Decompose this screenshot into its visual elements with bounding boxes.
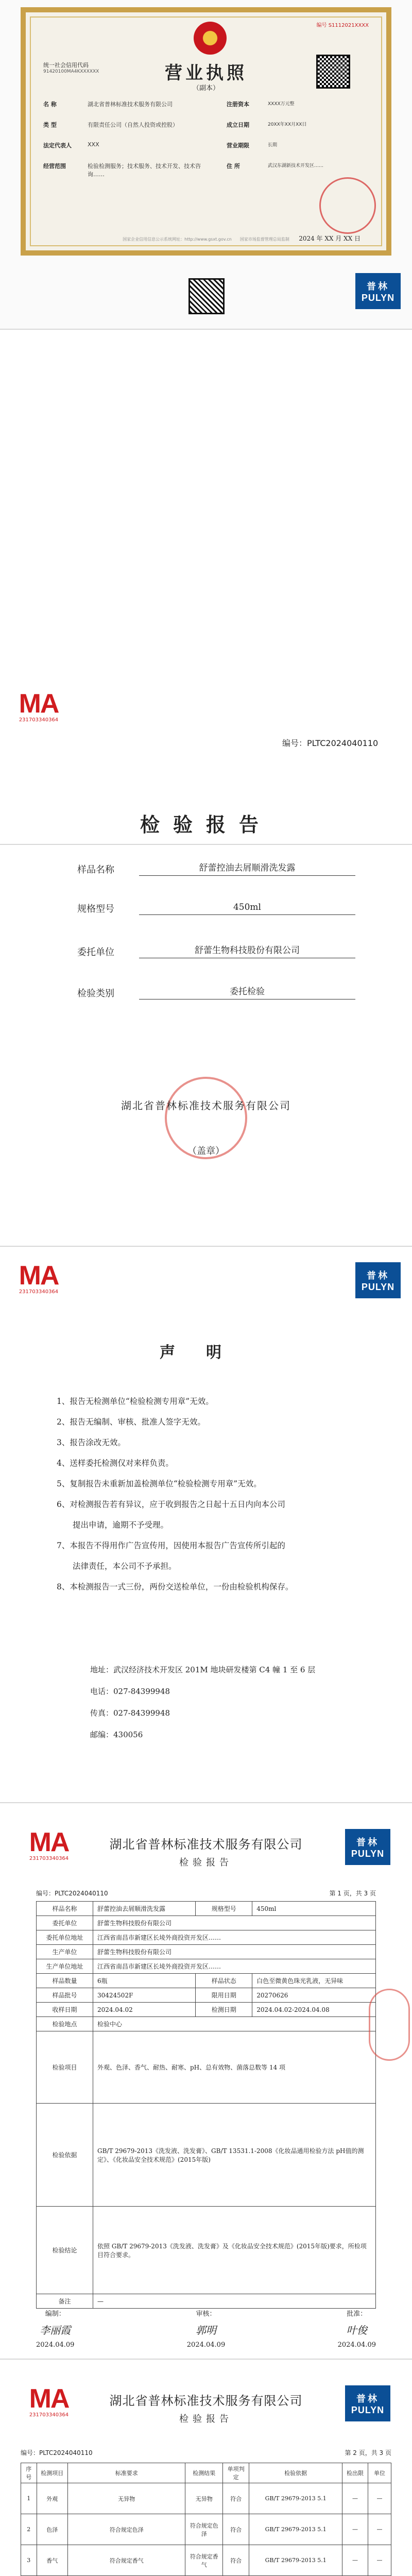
- license-serial: S1112021XXXX: [328, 23, 369, 28]
- table-row: 检验结论 依照 GB/T 29679-2013《洗发液、洗发膏》及《化妆品安全技术规范》(2015年版)要求，所检项目符合要求。: [37, 2207, 376, 2294]
- table-cell: 香气: [37, 2545, 68, 2576]
- table-cell: GB/T 29679-2013 5.1: [249, 2483, 342, 2514]
- table-cell: 符合规定色泽: [185, 2514, 223, 2545]
- list-item: 1、报告无检测单位“检验检测专用章”无效。: [57, 1397, 214, 1406]
- list-item: 3、报告涂改无效。: [57, 1438, 126, 1447]
- table-cell: 2: [21, 2514, 37, 2545]
- cma-logo: MA 231703340364: [19, 1261, 59, 1295]
- contact-postcode: 430056: [113, 1730, 143, 1739]
- report-meta: 编号：PLTC2024040110 第 1 页，共 3 页: [36, 1890, 376, 1897]
- table-cell: 符合规定色泽: [68, 2514, 185, 2545]
- table-cell: —: [342, 2514, 368, 2545]
- license-fields-left: 名 称 湖北省普林标准技术服务有限公司 类 型 有限责任公司（自然人投资或控股） 法定代表人 XXX 经营范围 检验检测服务；技术服务、技术开发、技术咨询……: [43, 101, 201, 178]
- declaration-title: 声明: [160, 1344, 252, 1362]
- cover-stamp-note: （盖章）: [187, 1146, 225, 1157]
- column-header: 单项判定: [223, 2463, 249, 2483]
- report-page-1: [0, 1803, 412, 2360]
- table-cell: —: [368, 2545, 391, 2576]
- table-row: 样品数量 6瓶 样品状态 白色至微黄色珠光乳液，无异味: [37, 1974, 376, 1988]
- list-item: 4、送样委托检测仅对来样负责。: [57, 1459, 174, 1468]
- contact-phone: 027-84399948: [113, 1687, 170, 1696]
- contact-fax: 027-84399948: [113, 1708, 170, 1718]
- cover-field-spec: 规格型号 450ml: [77, 902, 355, 915]
- cover-field-sample-name: 样品名称 舒蕾控油去屑顺滑洗发露: [77, 860, 355, 876]
- table-row: [21, 2545, 391, 2576]
- table-row: [21, 2514, 391, 2545]
- contact-block: 地址： 武汉经济技术开发区 201M 地块研发楼第 C4 幢 1 至 6 层 电话： 027-84399948 传真： 027-84399948 邮编： 430056: [77, 1659, 315, 1745]
- list-item: 7、本报告不得用作广告宣传用，因使用本报告广告宣传所引起的: [57, 1541, 285, 1550]
- license-fields-right: 注册资本 XXXX万元整 成立日期 20XX年XX月XX日 营业期限 长期 住 所 武汉东湖新技术开发区……: [227, 101, 324, 170]
- report-meta: 编号：PLTC2024040110 第 2 页，共 3 页: [21, 2449, 391, 2456]
- license-issue-date: 2024 年 XX 月 XX 日: [299, 235, 360, 242]
- table-row: 收样日期 2024.04.02 检测日期 2024.04.02-2024.04.08: [37, 2003, 376, 2017]
- registration-seal-icon: [319, 177, 376, 234]
- list-item: 法律责任，本公司不予承担。: [57, 1562, 177, 1571]
- license-title: 营业执照: [165, 63, 247, 83]
- cover-field-client: 委托单位 舒蕾生物科技股份有限公司: [77, 943, 355, 958]
- column-header: 标准要求: [68, 2463, 185, 2483]
- column-header: 检测项目: [37, 2463, 68, 2483]
- national-emblem-icon: [194, 22, 227, 55]
- table-cell: GB/T 29679-2013 5.1: [249, 2545, 342, 2576]
- list-item: 6、对检测报告若有异议，应于收到报告之日起十五日内向本公司: [57, 1500, 285, 1509]
- table-cell: 符合规定香气: [68, 2545, 185, 2576]
- paging-seal-icon: [369, 1989, 410, 2061]
- table-cell: 符合规定香气: [185, 2545, 223, 2576]
- table-header-row: [21, 2463, 391, 2483]
- column-header: 序号: [21, 2463, 37, 2483]
- table-row: 样品批号 30424502F 限用日期 20270626: [37, 1988, 376, 2003]
- signature-row: 编制： 李丽霞 2024.04.09 审核： 郭明 2024.04.09 批准： 叶俊 2024.04.09: [36, 2310, 376, 2349]
- list-item: 8、本检测报告一式三份，两份交送检单位，一份由检验机构保存。: [57, 1582, 294, 1591]
- cover-fields-page: [0, 845, 412, 1247]
- credit-code: 91420100MA4KXXXXXX: [43, 69, 99, 74]
- cma-logo: MA 231703340364: [29, 2384, 69, 2418]
- column-header: 检验依据: [249, 2463, 342, 2483]
- column-header: 检测结果: [185, 2463, 223, 2483]
- pulyn-logo: 普林 PULYN: [355, 273, 401, 309]
- table-cell: GB/T 29679-2013 5.1: [249, 2514, 342, 2545]
- cover-organization: 湖北省普林标准技术服务有限公司: [121, 1099, 291, 1112]
- cover-title: 检验报告: [140, 813, 272, 836]
- contact-address: 武汉经济技术开发区 201M 地块研发楼第 C4 幢 1 至 6 层: [113, 1665, 316, 1674]
- table-cell: 3: [21, 2545, 37, 2576]
- cma-logo: MA 231703340364: [19, 689, 59, 723]
- table-row: 生产单位地址 江西省南昌市新建区长堎外商投资开发区……: [37, 1959, 376, 1974]
- cover-report-number: 编号：PLTC2024040110: [282, 738, 379, 748]
- cma-logo: MA 231703340364: [29, 1827, 69, 1861]
- declaration-list: [57, 1391, 366, 1597]
- table-cell: 1: [21, 2483, 37, 2514]
- table-cell: —: [342, 2545, 368, 2576]
- pulyn-logo: 普林 PULYN: [355, 1262, 401, 1298]
- signature-reviewer: 郭明: [196, 2324, 216, 2336]
- pulyn-logo: 普林 PULYN: [345, 1829, 390, 1865]
- cover-field-category: 检验类别 委托检验: [77, 984, 355, 999]
- table-row: 生产单位 舒蕾生物科技股份有限公司: [37, 1945, 376, 1959]
- table-cell: —: [368, 2514, 391, 2545]
- table-row: 样品名称 舒蕾控油去屑顺滑洗发露 规格型号 450ml: [37, 1902, 376, 1916]
- table-cell: 无异物: [68, 2483, 185, 2514]
- column-header: 单位: [368, 2463, 391, 2483]
- report-page-2: [0, 2360, 412, 2576]
- pulyn-logo: 普林 PULYN: [345, 2385, 390, 2421]
- table-cell: 符合: [223, 2514, 249, 2545]
- table-row: 检验地点 检验中心: [37, 2017, 376, 2031]
- table-row: 委托单位地址 江西省南昌市新建区长堎外商投资开发区……: [37, 1930, 376, 1945]
- table-cell: 外观: [37, 2483, 68, 2514]
- table-row: 委托单位 舒蕾生物科技股份有限公司: [37, 1916, 376, 1930]
- license-frame: 编号 S1112021XXXX 统一社会信用代码 91420100MA4KXXXXXX 营业执照 （副本） 名 称 湖北省普林标准技术服务有限公司 类 型 有限责任公司（自然人投资或控股） 法定代表人 XXX 经营范围 检验检测服务；技术服务、技术开发、技术咨询…… 注册资本 XXXX万元整 成立日期 20XX年XX月XX日 营业期限 长期 住 所 武汉东湖新技术开发区…… 2024 年 XX 月 XX 日 国家企业信用信息公示系统网址：http://www.gsxt.gov.cn 国家市场监督管理总局监制: [21, 7, 391, 256]
- signature-approver: 叶俊: [346, 2324, 367, 2336]
- license-qr-code-icon: [316, 55, 350, 89]
- business-license-page: [0, 0, 412, 330]
- results-table: [21, 2463, 391, 2576]
- column-header: 检出限: [342, 2463, 368, 2483]
- list-item: 提出申请，逾期不予受理。: [57, 1520, 169, 1530]
- table-row: 检验项目 外观、色泽、香气、耐热、耐寒、pH、总有效物、菌落总数等 14 项: [37, 2031, 376, 2104]
- report-header: 湖北省普林标准技术服务有限公司 检验报告: [109, 1837, 303, 1868]
- signature-compiler: 李丽霞: [40, 2324, 71, 2336]
- table-cell: —: [342, 2483, 368, 2514]
- table-row: 检验依据 GB/T 29679-2013《洗发液、洗发膏》、GB/T 13531.1-2008《化妆品通用检验方法 pH值的测定》、《化妆品安全技术规范》(2015年版): [37, 2104, 376, 2207]
- table-cell: 色泽: [37, 2514, 68, 2545]
- cover-page: [0, 330, 412, 845]
- table-cell: 符合: [223, 2545, 249, 2576]
- license-footer: 国家企业信用信息公示系统网址：http://www.gsxt.gov.cn 国家市场监督管理总局监制: [123, 237, 289, 242]
- credit-code-label: 统一社会信用代码: [43, 62, 89, 69]
- list-item: 2、报告无编制、审核、批准人签字无效。: [57, 1417, 205, 1427]
- list-item: 5、复制报告未重新加盖检测单位“检验检测专用章”无效。: [57, 1479, 262, 1488]
- license-subtitle: （副本）: [192, 84, 219, 92]
- report-info-table: [36, 1901, 376, 2309]
- report-qr-code-icon: [188, 278, 225, 314]
- table-row: 备注 —: [37, 2294, 376, 2309]
- table-row: [21, 2483, 391, 2514]
- table-cell: —: [368, 2483, 391, 2514]
- table-cell: 无异物: [185, 2483, 223, 2514]
- table-cell: 符合: [223, 2483, 249, 2514]
- report-header: 湖北省普林标准技术服务有限公司 检验报告: [109, 2394, 303, 2425]
- declaration-page: [0, 1247, 412, 1803]
